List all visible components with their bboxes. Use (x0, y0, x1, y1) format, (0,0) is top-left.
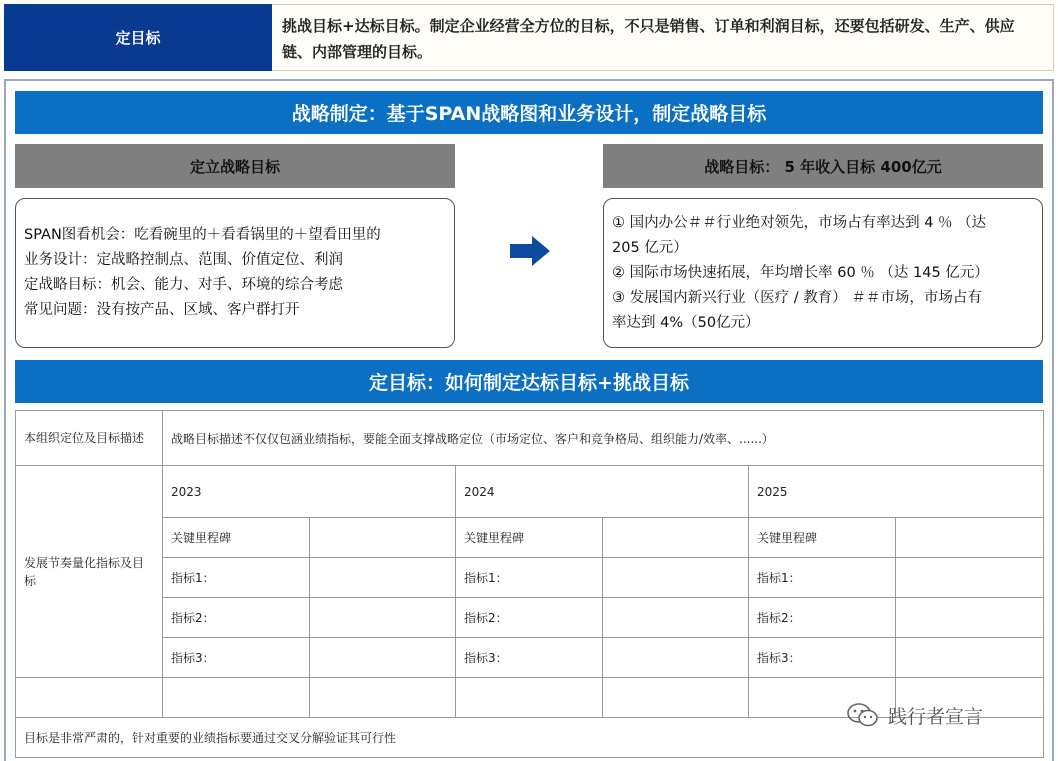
metric-cell: 指标2： (749, 598, 896, 638)
empty-cell[interactable] (603, 678, 749, 718)
table-footer-note: 目标是非常严肃的，针对重要的业绩指标要通过交叉分解验证其可行性 (16, 718, 1044, 758)
metric-cell: 指标3： (749, 638, 896, 678)
table-row (16, 411, 1044, 466)
milestone-cell: 关键里程碑 (749, 518, 896, 558)
table-row (16, 466, 1044, 518)
watermark-text: 践行者宣言 (888, 705, 984, 728)
method-line: SPAN图看机会：吃看碗里的＋看看锅里的＋望看田里的 (24, 227, 381, 243)
top-header (4, 4, 1054, 71)
empty-cell[interactable] (896, 558, 1044, 598)
empty-cell[interactable] (16, 678, 163, 718)
method-line: 常见问题：没有按产品、区域、客户群打开 (24, 302, 300, 318)
empty-cell[interactable] (456, 678, 603, 718)
target-line: ② 国际市场快速拓展，年均增长率 60 ％ （达 145 亿元） (612, 265, 989, 281)
target-line: 率达到 4%（50亿元） (612, 315, 760, 331)
empty-cell[interactable] (896, 598, 1044, 638)
org-positioning-text: 战略目标描述不仅仅包涵业绩指标，要能全面支撑战略定位（市场定位、客户和竞争格局、组织能力/效率、......） (163, 411, 1044, 466)
empty-cell[interactable] (310, 678, 456, 718)
empty-cell[interactable] (310, 638, 456, 678)
empty-cell[interactable] (603, 518, 749, 558)
wechat-icon (846, 702, 880, 728)
strategy-target-box (603, 198, 1043, 348)
milestone-cell: 关键里程碑 (456, 518, 603, 558)
strategy-goal-title: 定立战略目标 (15, 144, 455, 188)
section-label: 定目标 (4, 4, 272, 71)
method-line: 定战略目标：机会、能力、对手、环境的综合考虑 (24, 277, 343, 293)
milestone-cell: 关键里程碑 (163, 518, 310, 558)
table-row (16, 598, 1044, 638)
table-row (16, 638, 1044, 678)
metric-cell: 指标3： (456, 638, 603, 678)
year-2025: 2025 (749, 466, 1044, 518)
org-positioning-label: 本组织定位及目标描述 (16, 411, 163, 466)
metric-cell: 指标2： (163, 598, 310, 638)
target-line: ③ 发展国内新兴行业（医疗 / 教育） ＃＃市场，市场占有 (612, 290, 982, 306)
metric-cell: 指标1： (163, 558, 310, 598)
empty-cell[interactable] (163, 678, 310, 718)
empty-cell[interactable] (896, 638, 1044, 678)
empty-cell[interactable] (603, 598, 749, 638)
table-row (16, 558, 1044, 598)
metric-cell: 指标1： (749, 558, 896, 598)
right-arrow-icon (510, 236, 550, 266)
empty-cell[interactable] (310, 558, 456, 598)
metric-cell: 指标2： (456, 598, 603, 638)
strategy-target-title: 战略目标： 5 年收入目标 400亿元 (603, 144, 1043, 188)
empty-cell[interactable] (310, 598, 456, 638)
strategy-banner: 战略制定：基于SPAN战略图和业务设计，制定战略目标 (15, 91, 1043, 134)
metric-cell: 指标3： (163, 638, 310, 678)
metric-cell: 指标1： (456, 558, 603, 598)
strategy-method-box (15, 198, 455, 348)
year-2023: 2023 (163, 466, 456, 518)
empty-cell[interactable] (603, 558, 749, 598)
empty-cell[interactable] (603, 638, 749, 678)
watermark (846, 700, 983, 730)
development-metrics-label: 发展节奏量化指标及目标 (16, 466, 163, 678)
method-line: 业务设计：定战略控制点、范围、价值定位、利润 (24, 252, 343, 268)
empty-cell[interactable] (310, 518, 456, 558)
table-row (16, 518, 1044, 558)
goal-banner: 定目标：如何制定达标目标+挑战目标 (15, 360, 1043, 403)
year-2024: 2024 (456, 466, 749, 518)
target-line: 205 亿元） (612, 240, 688, 256)
empty-cell[interactable] (896, 518, 1044, 558)
section-description: 挑战目标+达标目标。制定企业经营全方位的目标，不只是销售、订单和利润目标，还要包括研发、生产、供应链、内部管理的目标。 (272, 4, 1054, 71)
target-line: ① 国内办公＃＃行业绝对领先，市场占有率达到 4 ％ （达 (612, 215, 987, 231)
